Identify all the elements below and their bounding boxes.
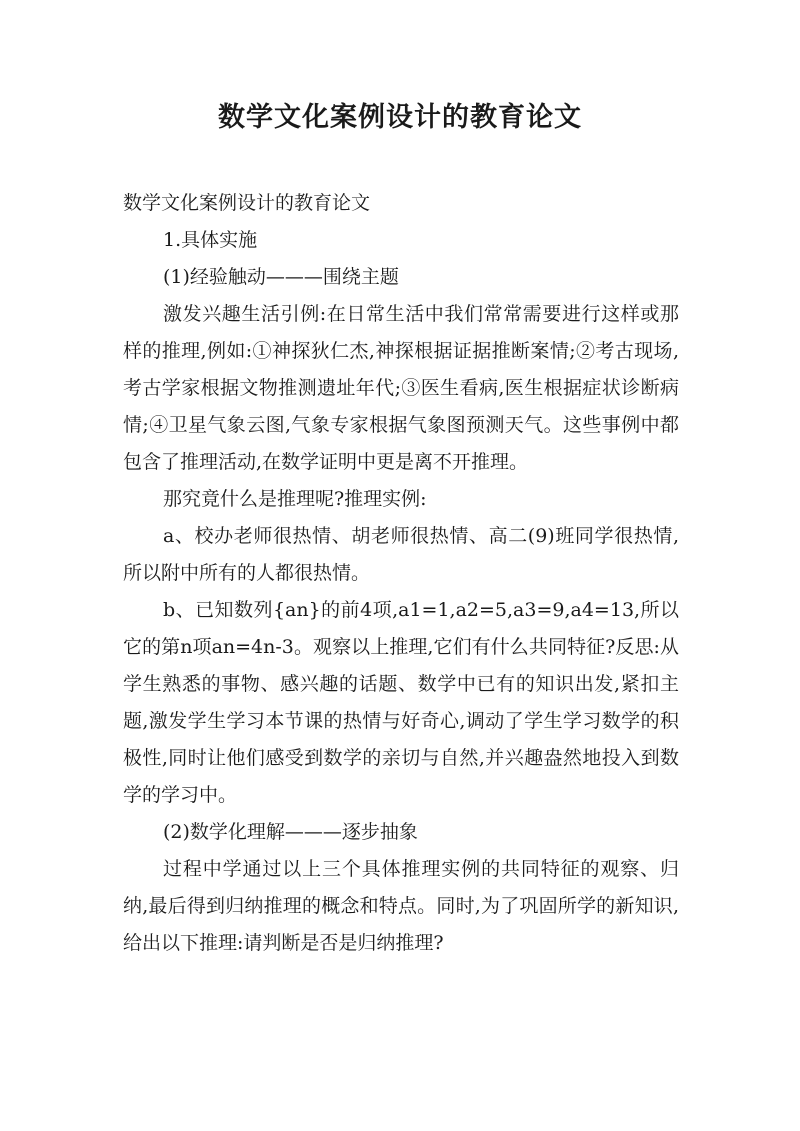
paragraph-section-heading: 1.具体实施 [163,229,258,251]
paragraph-example-a: a、校办老师很热情、胡老师很热情、高二(9)班同学很热情,所以附中所有的人都很热情。 [123,525,679,584]
paragraph-process: 过程中学通过以上三个具体推理实例的共同特征的观察、归纳,最后得到归纳推理的概念和特点。同时,为了巩固所学的新知识,给出以下推理:请判断是否是归纳推理? [123,858,679,954]
paragraph-life-examples: 激发兴趣生活引例:在日常生活中我们常常需要进行这样或那样的推理,例如:①神探狄仁杰,神探根据证据推断案情;②考古现场,考古学家根据文物推测遗址年代;③医生看病,医生根据症状诊断病情;④卫星气象云图,气象专家根据气象图预测天气。这些事例中都包含了推理活动,在数学证明中更是离不开推理。 [123,303,679,473]
paragraph-example-b: b、已知数列{an}的前4项,a1=1,a2=5,a3=9,a4=13,所以它的第n项an=4n-3。观察以上推理,它们有什么共同特征?反思:从学生熟悉的事物、感兴趣的话题、数学中已有的知识出发,紧扣主题,激发学生学习本节课的热情与好奇心,调动了学生学习数学的积极性,同时让他们感受到数学的亲切与自然,并兴趣盎然地投入到数学的学习中。 [123,599,679,806]
document-body [123,185,679,962]
paragraph-question: 那究竟什么是推理呢?推理实例: [163,488,427,510]
paragraph-subheading-2: (2)数学化理解———逐步抽象 [163,821,418,843]
paragraph-subheading-1: (1)经验触动———围绕主题 [163,266,399,288]
paragraph-subtitle: 数学文化案例设计的教育论文 [123,192,371,214]
document-title: 数学文化案例设计的教育论文 [218,102,582,133]
